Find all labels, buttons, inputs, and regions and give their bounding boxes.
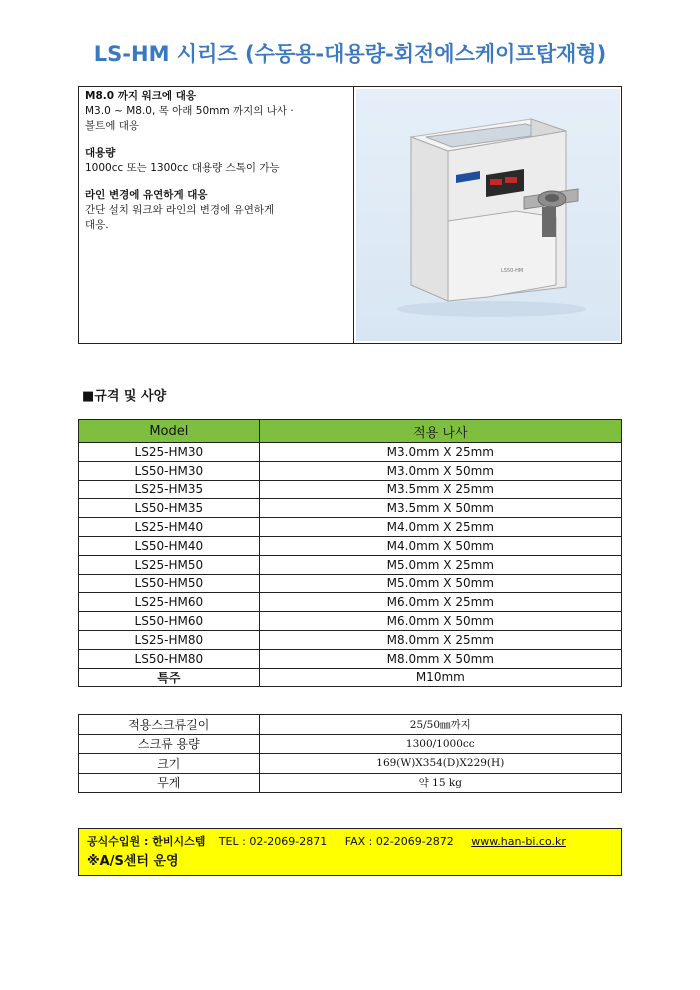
device-badge: LS50-HM	[501, 268, 524, 274]
specs-table	[78, 714, 622, 793]
intro-box	[78, 86, 622, 344]
screw-cell: M6.0mm X 50mm	[259, 612, 621, 631]
table-row	[79, 536, 622, 555]
feature-3-heading: 라인 변경에 유연하게 대응	[85, 189, 208, 201]
table-row	[79, 630, 622, 649]
spec-table	[78, 419, 622, 687]
spec-label: 크기	[79, 754, 260, 774]
model-cell: LS50-HM35	[79, 499, 260, 518]
spec-value: 25/50㎜까지	[259, 715, 621, 735]
spec-label: 무게	[79, 773, 260, 793]
table-row	[79, 555, 622, 574]
table-row	[79, 593, 622, 612]
feature-3-line-2: 대응.	[85, 219, 109, 231]
spec-row	[79, 754, 622, 774]
model-cell: 특주	[79, 668, 260, 687]
table-row	[79, 574, 622, 593]
table-row	[79, 480, 622, 499]
screw-cell: M3.5mm X 25mm	[259, 480, 621, 499]
screw-cell: M5.0mm X 50mm	[259, 574, 621, 593]
table-row	[79, 461, 622, 480]
spec-value: 약 15 kg	[259, 773, 621, 793]
spec-value: 169(W)X354(D)X229(H)	[259, 754, 621, 774]
feature-list	[79, 87, 354, 343]
spec-label: 스크류 용량	[79, 734, 260, 754]
feature-1-line-1: M3.0 ~ M8.0, 목 아래 50mm 까지의 나사 ·	[85, 105, 294, 117]
screw-cell: M10mm	[259, 668, 621, 687]
screw-cell: M3.0mm X 50mm	[259, 461, 621, 480]
screw-cell: M4.0mm X 25mm	[259, 518, 621, 537]
screw-cell: M3.0mm X 25mm	[259, 443, 621, 462]
spec-row	[79, 734, 622, 754]
section-heading: ■규격 및 사양	[82, 389, 167, 404]
contact-box	[78, 828, 622, 876]
model-cell: LS25-HM60	[79, 593, 260, 612]
column-header-model: Model	[79, 420, 260, 443]
table-row	[79, 649, 622, 668]
model-cell: LS25-HM80	[79, 630, 260, 649]
column-header-screw: 적용 나사	[259, 420, 621, 443]
table-row	[79, 499, 622, 518]
feature-1-line-2: 볼트에 대응	[85, 120, 140, 132]
model-cell: LS50-HM60	[79, 612, 260, 631]
spec-value: 1300/1000cc	[259, 734, 621, 754]
table-row	[79, 612, 622, 631]
screw-feeder-illustration	[356, 89, 620, 341]
feature-3-line-1: 간단 설치 워크와 라인의 변경에 유연하게	[85, 204, 275, 216]
screw-cell: M8.0mm X 50mm	[259, 649, 621, 668]
model-cell: LS50-HM30	[79, 461, 260, 480]
screw-cell: M3.5mm X 50mm	[259, 499, 621, 518]
feature-2-heading: 대용량	[85, 147, 116, 159]
screw-cell: M5.0mm X 25mm	[259, 555, 621, 574]
spec-row	[79, 715, 622, 735]
product-photo	[356, 89, 620, 341]
spec-row	[79, 773, 622, 793]
model-cell: LS25-HM30	[79, 443, 260, 462]
feature-1-heading: M8.0 까지 워크에 대응	[85, 90, 197, 102]
table-row	[79, 443, 622, 462]
model-cell: LS25-HM35	[79, 480, 260, 499]
website-link[interactable]: www.han-bi.co.kr	[471, 835, 566, 848]
importer-label: 공식수입원 : 한비시스템	[87, 835, 206, 848]
spec-label: 적용스크류길이	[79, 715, 260, 735]
model-cell: LS50-HM40	[79, 536, 260, 555]
table-row-special-order	[79, 668, 622, 687]
service-center-note: ※A/S센터 운영	[87, 854, 179, 869]
table-row	[79, 518, 622, 537]
screw-cell: M8.0mm X 25mm	[259, 630, 621, 649]
model-cell: LS50-HM80	[79, 649, 260, 668]
screw-cell: M6.0mm X 25mm	[259, 593, 621, 612]
display-led	[490, 179, 502, 185]
page-title: LS-HM 시리즈 (수동용-대용량-회전에스케이프탑재형)	[93, 42, 607, 66]
spec-table-header	[79, 420, 622, 443]
phone-number: TEL : 02-2069-2871	[218, 835, 328, 848]
model-cell: LS25-HM40	[79, 518, 260, 537]
screw-cell: M4.0mm X 50mm	[259, 536, 621, 555]
model-cell: LS25-HM50	[79, 555, 260, 574]
fax-number: FAX : 02-2069-2872	[344, 835, 454, 848]
feature-2-line-1: 1000cc 또는 1300cc 대용량 스톡이 가능	[85, 162, 280, 174]
model-cell: LS50-HM50	[79, 574, 260, 593]
